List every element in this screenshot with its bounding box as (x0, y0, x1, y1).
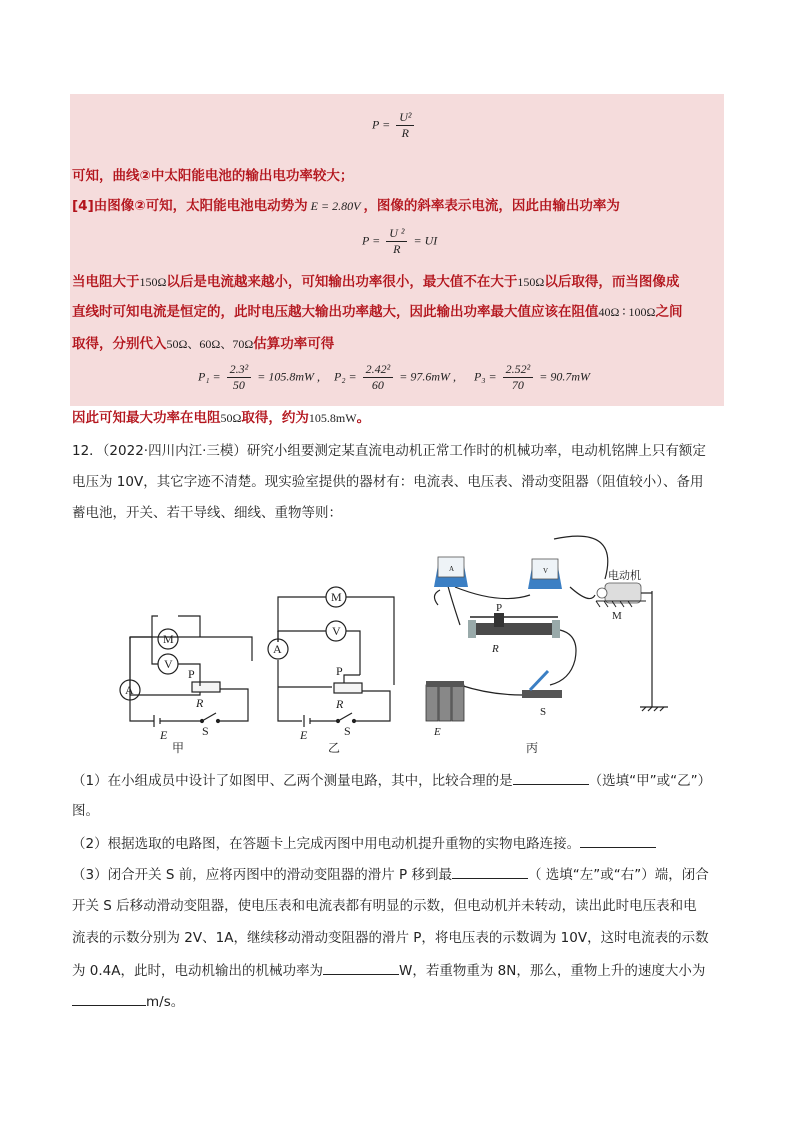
ammeter-device (434, 557, 468, 587)
text: 当电阻大于 (72, 274, 140, 290)
resistance-values: 50Ω、60Ω、70Ω (166, 337, 254, 351)
fraction-denominator: 50 (232, 378, 245, 392)
formula-rhs: = 105.8mW , (257, 369, 320, 384)
switch-label: S (540, 706, 547, 718)
yi-caption: 乙 (328, 741, 341, 755)
jia-voltmeter-label: V (164, 657, 173, 671)
formula-lhs: P₁ = (198, 369, 221, 384)
motor-device (596, 568, 646, 622)
rheostat-slider-label: P (496, 602, 503, 614)
text: （1）在小组成员中设计了如图甲、乙两个测量电路，其中，比较合理的是 (72, 773, 513, 789)
rheostat-label: R (492, 643, 499, 655)
circuit-jia (120, 616, 252, 727)
fraction (363, 362, 394, 393)
jia-switch-label: S (202, 724, 209, 738)
formula-p3 (474, 362, 590, 393)
resistance-value: 150Ω (139, 275, 167, 289)
solution-line-1 (72, 166, 353, 186)
formula-p1 (198, 362, 320, 393)
formula-lhs: P = (372, 117, 391, 132)
answer-blank-2[interactable] (580, 833, 656, 848)
text: 之间 (655, 304, 683, 320)
yi-slider-label: P (336, 664, 343, 678)
text: 取得，分别代入 (72, 336, 167, 352)
emf-value: E = 2.80V (310, 199, 361, 213)
apparatus-bing (426, 536, 668, 755)
solution-line-3 (72, 272, 679, 292)
yi-switch-label: S (344, 724, 351, 738)
answer-blank-1[interactable] (513, 770, 589, 785)
fraction (503, 362, 534, 393)
fraction-denominator: 70 (511, 378, 524, 392)
resistance-value: 50Ω (220, 411, 242, 425)
fraction-numerator: 2.42² (363, 362, 394, 378)
text: （ 选填“左”或“右”）端，闭合 (527, 867, 709, 883)
text: （2）根据选取的电路图，在答题卡上完成丙图中用电动机提升重物的实物电路连接。 (72, 836, 581, 852)
solution-line-2 (72, 196, 620, 216)
jia-slider-label: P (188, 667, 195, 681)
fraction (386, 226, 407, 257)
bing-caption: 丙 (526, 741, 539, 755)
motor-symbol: M (612, 610, 622, 622)
circuit-figures (100, 535, 700, 760)
yi-battery-label: E (300, 728, 308, 742)
text: 以后是电流越来越小，可知输出功率很小，最大值不在大于 (166, 274, 518, 290)
formula-rhs: = 97.6mW , (399, 369, 456, 384)
question-3-line-4 (72, 960, 705, 981)
fraction-denominator: R (401, 126, 410, 140)
fraction-denominator: R (393, 242, 401, 256)
solution-line-6 (72, 408, 370, 428)
text: W，若重物重为 8N，那么，重物上升的速度大小为 (399, 963, 706, 979)
fraction-numerator: 2.52² (503, 362, 534, 378)
fraction (396, 110, 414, 141)
question-3-line-3: 流表的示数分别为 2V、1A，继续移动滑动变阻器的滑片 P，将电压表的示数调为 10V，这时电流表的示数 (72, 930, 709, 946)
rheostat-device (468, 602, 560, 655)
text: 直线时可知电流是恒定的，此时电压越大输出功率越大，因此输出功率最大值应该在阻值 (72, 304, 599, 320)
formula-lhs: P = (362, 233, 381, 248)
yi-ammeter-label: A (273, 642, 282, 656)
resistance-value: 150Ω (517, 275, 545, 289)
fraction-numerator: U ² (386, 226, 407, 242)
question-3-line-2: 开关 S 后移动滑动变阻器，使电压表和电流表都有明显的示数，但电动机并未转动，读出此时电压表和电 (72, 898, 697, 914)
question-3-line-5 (72, 991, 184, 1012)
text: （选填“甲”或“乙”） (588, 773, 712, 789)
text: 估算功率可得 (253, 336, 335, 352)
battery-device (426, 681, 464, 738)
text: 为 0.4A，此时，电动机输出的机械功率为 (72, 963, 323, 979)
formula-rhs: = 90.7mW (539, 369, 590, 384)
power-value: 105.8mW (308, 411, 357, 425)
fraction-denominator: 60 (371, 378, 384, 392)
answer-blank-5[interactable] (72, 991, 146, 1006)
formula-lhs: P₃ = (474, 369, 497, 384)
text: 因此可知最大功率在电阻 (72, 410, 221, 426)
resistance-range: 40Ω ∶ 100Ω (598, 305, 656, 319)
answer-blank-4[interactable] (323, 960, 399, 975)
jia-battery-label: E (160, 728, 168, 742)
jia-caption: 甲 (172, 741, 185, 755)
question-intro-line-1: 12．（2022·四川内江·三模）研究小组要测定某直流电动机正常工作时的机械功率，电动机铭牌上只有额定 (72, 443, 706, 459)
fraction-numerator: U² (396, 110, 414, 126)
solution-line-4 (72, 302, 682, 322)
ammeter-label: A (449, 565, 455, 573)
jia-resistor-label: R (196, 696, 204, 710)
question-intro-line-3: 蓄电池，开关、若干导线、细线、重物等则： (72, 505, 342, 521)
jia-ammeter-label: A (125, 683, 134, 697)
fraction (227, 362, 252, 393)
text: ，图像的斜率表示电流，因此由输出功率为 (363, 198, 620, 214)
voltmeter-label: V (543, 567, 549, 575)
text: m/s。 (146, 994, 185, 1010)
switch-device (522, 671, 562, 718)
answer-blank-3[interactable] (452, 864, 528, 879)
formula-power-u2-over-r (372, 110, 417, 141)
formula-lhs: P₂ = (334, 369, 357, 384)
formula-power-ui (362, 226, 437, 257)
formula-p2 (334, 362, 456, 393)
question-intro-line-2: 电压为 10V，其它字迹不清楚。现实验室提供的器材有：电流表、电压表、滑动变阻器（阻值较小）、备用 (72, 474, 704, 490)
text: 以后取得，而当图像成 (544, 274, 680, 290)
text: 可知，曲线②中太阳能电池的输出电功率较大； (72, 168, 354, 184)
question-3-line-1 (72, 864, 709, 885)
text: [4]由图像②可知，太阳能电池电动势为 (72, 198, 308, 214)
stand (640, 591, 668, 711)
formula-rhs: = UI (413, 233, 438, 248)
yi-motor-label: M (331, 590, 342, 604)
fraction-numerator: 2.3² (227, 362, 252, 378)
circuit-yi (268, 587, 394, 727)
question-1-line-1 (72, 770, 711, 791)
text: （3）闭合开关 S 前，应将丙图中的滑动变阻器的滑片 P 移到最 (72, 867, 452, 883)
question-1-line-2: 图。 (72, 803, 99, 819)
yi-voltmeter-label: V (332, 624, 341, 638)
solution-line-5 (72, 334, 334, 354)
motor-label: 电动机 (608, 570, 641, 582)
jia-motor-label: M (163, 632, 174, 646)
text: 。 (356, 410, 371, 426)
battery-label: E (434, 726, 441, 738)
text: 取得，约为 (241, 410, 309, 426)
question-2 (72, 833, 656, 854)
yi-resistor-label: R (336, 697, 344, 711)
voltmeter-device (528, 559, 562, 589)
